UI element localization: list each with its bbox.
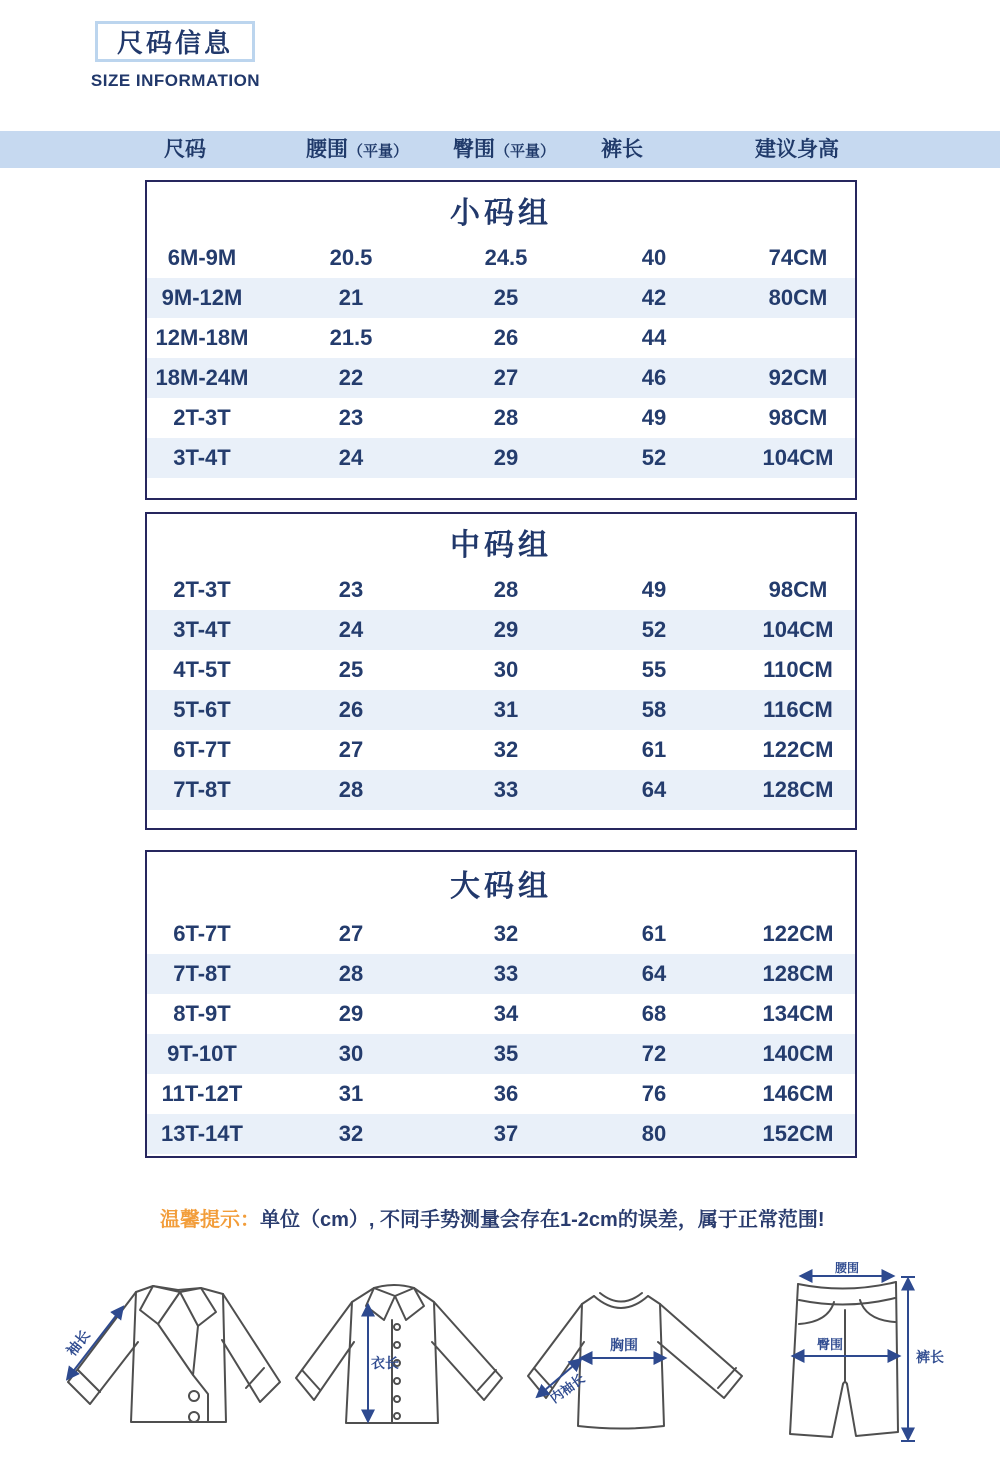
cell-hip: 28 — [493, 405, 519, 430]
cell-hip: 33 — [493, 777, 519, 802]
cell-size: 2T-3T — [173, 577, 231, 602]
cell-length: 42 — [641, 285, 667, 310]
shirt-outline — [296, 1285, 502, 1423]
cell-waist: 26 — [338, 697, 364, 722]
table-row — [147, 238, 855, 278]
cell-size: 12M-18M — [155, 325, 249, 350]
chest-label: 胸围 — [610, 1337, 638, 1353]
cell-size: 9M-12M — [161, 285, 243, 310]
table-header-band — [0, 131, 1000, 168]
table-row — [147, 1034, 855, 1074]
cell-height: 128CM — [762, 777, 834, 802]
tshirt-diagram — [518, 1280, 750, 1452]
cell-waist: 23 — [338, 577, 364, 602]
page-subtitle: SIZE INFORMATION — [90, 71, 261, 90]
jacket-outline — [68, 1286, 280, 1422]
cell-size: 4T-5T — [173, 657, 231, 682]
cell-height: 116CM — [763, 697, 833, 722]
cell-height: 80CM — [768, 285, 828, 310]
cell-waist: 29 — [338, 1001, 364, 1026]
cell-length: 52 — [641, 445, 667, 470]
measurement-note — [160, 1203, 825, 1232]
cell-waist: 24 — [338, 617, 364, 642]
cell-height: 110CM — [763, 657, 833, 682]
cell-height: 122CM — [762, 921, 834, 946]
page-title: 尺码信息 — [116, 28, 233, 58]
cell-waist: 27 — [338, 921, 364, 946]
cell-height: 104CM — [762, 445, 834, 470]
table-row — [147, 994, 855, 1034]
cell-hip: 26 — [493, 325, 519, 350]
inner-sleeve-length-label: 内袖长 — [547, 1370, 588, 1406]
table-row — [147, 914, 855, 954]
col-header-length: 裤长 — [601, 138, 643, 161]
col-header-size: 尺码 — [164, 138, 206, 161]
garment-length-label: 衣长 — [371, 1355, 399, 1371]
pants-diagram — [768, 1262, 1000, 1450]
medium-size-group-table — [145, 512, 857, 830]
cell-length: 46 — [641, 365, 667, 390]
cell-size: 11T-12T — [161, 1081, 243, 1106]
cell-length: 80 — [641, 1121, 667, 1146]
cell-hip: 30 — [493, 657, 519, 682]
cell-height: 146CM — [762, 1081, 834, 1106]
cell-length: 52 — [641, 617, 667, 642]
cell-height: 140CM — [762, 1041, 834, 1066]
table-row — [147, 730, 855, 770]
cell-hip: 33 — [493, 961, 519, 986]
cell-waist: 25 — [338, 657, 364, 682]
cell-waist: 28 — [338, 777, 364, 802]
pants-waist-label: 腰围 — [834, 1262, 860, 1275]
cell-waist: 23 — [338, 405, 364, 430]
cell-length: 64 — [641, 777, 667, 802]
cell-size: 3T-4T — [173, 617, 231, 642]
cell-hip: 24.5 — [484, 245, 528, 270]
note-prefix: 温馨提示： — [160, 1209, 260, 1231]
sleeve-length-label: 袖长 — [63, 1326, 93, 1359]
cell-waist: 32 — [338, 1121, 364, 1146]
table-row — [147, 1114, 855, 1154]
large-size-group-table — [145, 850, 857, 1158]
cell-length: 55 — [641, 657, 667, 682]
table-row — [147, 318, 855, 358]
cell-hip: 31 — [493, 697, 519, 722]
cell-hip: 34 — [493, 1001, 519, 1026]
group-title: 中码组 — [450, 529, 552, 562]
cell-length: 58 — [641, 697, 667, 722]
table-row — [147, 438, 855, 478]
cell-waist: 21 — [338, 285, 364, 310]
table-row — [147, 278, 855, 318]
jacket-diagram — [58, 1280, 290, 1457]
pants-length-arrow — [901, 1277, 915, 1441]
cell-length: 61 — [641, 921, 667, 946]
cell-size: 9T-10T — [167, 1041, 237, 1066]
cell-height: 92CM — [768, 365, 828, 390]
cell-length: 49 — [641, 577, 667, 602]
cell-size: 2T-3T — [173, 405, 231, 430]
cell-size: 7T-8T — [173, 961, 231, 986]
cell-height: 128CM — [762, 961, 834, 986]
table-row — [147, 1074, 855, 1114]
cell-length: 76 — [641, 1081, 667, 1106]
cell-waist: 28 — [338, 961, 364, 986]
cell-waist: 31 — [338, 1081, 364, 1106]
group-title: 大码组 — [450, 870, 552, 903]
cell-hip: 25 — [493, 285, 519, 310]
table-row — [147, 610, 855, 650]
cell-height: 74CM — [768, 245, 828, 270]
cell-hip: 32 — [493, 737, 519, 762]
tshirt-outline — [528, 1293, 742, 1429]
table-row — [147, 570, 855, 610]
table-row — [147, 690, 855, 730]
cell-length: 64 — [641, 961, 667, 986]
cell-size: 18M-24M — [155, 365, 249, 390]
cell-height: 98CM — [768, 577, 828, 602]
cell-size: 8T-9T — [173, 1001, 231, 1026]
cell-hip: 28 — [493, 577, 519, 602]
cell-size: 7T-8T — [173, 777, 231, 802]
pants-outline — [790, 1282, 898, 1437]
table-row — [147, 398, 855, 438]
note-body: 单位（cm）, 不同手势测量会存在1-2cm的误差，属于正常范围! — [260, 1209, 825, 1231]
cell-hip: 37 — [493, 1121, 519, 1146]
cell-length: 44 — [641, 325, 667, 350]
cell-size: 6T-7T — [173, 737, 231, 762]
cell-size: 3T-4T — [173, 445, 231, 470]
cell-height: 104CM — [762, 617, 834, 642]
col-header-waist: 腰围（平量） — [305, 138, 409, 161]
table-row — [147, 358, 855, 398]
cell-height: 152CM — [762, 1121, 834, 1146]
pants-hip-label: 臀围 — [816, 1337, 844, 1352]
cell-waist: 24 — [338, 445, 364, 470]
cell-hip: 29 — [493, 617, 519, 642]
cell-hip: 36 — [493, 1081, 519, 1106]
table-row — [147, 650, 855, 690]
cell-hip: 32 — [493, 921, 519, 946]
col-header-hip: 臀围（平量） — [452, 138, 556, 161]
cell-waist: 30 — [338, 1041, 364, 1066]
small-size-group-table — [145, 180, 857, 500]
cell-length: 72 — [641, 1041, 667, 1066]
cell-length: 61 — [641, 737, 667, 762]
cell-length: 40 — [641, 245, 667, 270]
cell-hip: 29 — [493, 445, 519, 470]
page-title-box — [95, 21, 255, 62]
cell-size: 13T-14T — [161, 1121, 243, 1146]
col-header-height: 建议身高 — [755, 138, 839, 161]
cell-waist: 21.5 — [329, 325, 373, 350]
cell-size: 6M-9M — [167, 245, 237, 270]
table-row — [147, 770, 855, 810]
cell-length: 68 — [641, 1001, 667, 1026]
cell-height: 122CM — [762, 737, 834, 762]
cell-size: 5T-6T — [173, 697, 231, 722]
cell-waist: 27 — [338, 737, 364, 762]
cell-length: 49 — [641, 405, 667, 430]
shirt-diagram — [288, 1280, 510, 1452]
cell-height: 134CM — [762, 1001, 834, 1026]
cell-waist: 20.5 — [329, 245, 373, 270]
cell-waist: 22 — [338, 365, 364, 390]
table-row — [147, 954, 855, 994]
group-title: 小码组 — [450, 197, 552, 230]
cell-hip: 35 — [493, 1041, 519, 1066]
cell-size: 6T-7T — [173, 921, 231, 946]
cell-hip: 27 — [493, 365, 519, 390]
pants-length-label: 裤长 — [916, 1349, 944, 1365]
cell-height: 98CM — [768, 405, 828, 430]
